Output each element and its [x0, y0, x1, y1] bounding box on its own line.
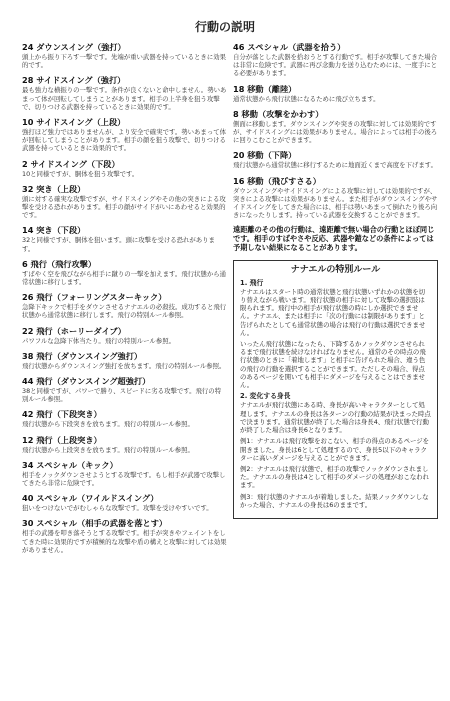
action-item: [22, 326, 227, 345]
action-heading: 16 移動（飛びすさる）: [233, 175, 321, 186]
action-heading: 26 飛行（フォーリングスターキック）: [22, 292, 167, 303]
rule-example-1: 例1：ナナエルは飛行攻撃をおこない、相手の得点のあるページを開きました。身長は6として処理するので、身長5以下のキャラクターに高いダメージを与えることができます。: [240, 437, 430, 462]
action-description: 38と同様ですが、パワーで勝り、スピードに劣る攻撃です。飛行の特別ルール参照。: [22, 387, 222, 404]
rule-example-3: 例3：飛行状態のナナエルが着地しました。結果ノックダウンしなかった場合、ナナエルの身長は6のままです。: [240, 492, 429, 509]
action-description: 相手の武器を叩き落そうとする攻撃です。相手が突きやフェイントをしてきた時に効果的ですが積極的な攻撃や盾の構えと攻撃に対しては効果がありません。: [22, 529, 227, 554]
action-heading: 46 スペシャル（武器を拾う）: [233, 42, 346, 52]
action-item: [22, 460, 227, 487]
right-column: [233, 42, 438, 519]
rule-flight-heading: 1. 飛行: [240, 278, 264, 287]
action-item: [22, 42, 227, 69]
action-description: 強打ほど強力ではありませんが、より安全で確実です。勢いあまって体が回転してしまうことがあります。相手の顔を狙う攻撃で、切りつける武器を持っているときに効果的です。: [22, 128, 226, 153]
action-description: 32と同様ですが、胴体を狙います。頭に攻撃を受ける恐れがあります。: [22, 236, 215, 253]
action-heading: 24 ダウンスイング（強打）: [22, 42, 126, 52]
action-description: 側面に移動します。ダウンスイングや突きの攻撃に対しては効果的ですが、サイドスイングには効果がありません。場合によっては相手の後ろに回りこむことができます。: [233, 119, 438, 145]
rule-flight-text-2: いったん飛行状態になったら、下降するかノックダウンさせられるまで飛行状態を続けなければなりません。通常のその時点の飛行状態のときに「着地します」と相手に告げられた場合、違う色の飛行の行動を選択することができます。ただしその場合、得点のあるページを開いても相手にダメージを与えることはできません。: [240, 340, 426, 390]
action-heading: 14 突き（下段）: [22, 225, 86, 236]
action-description: 自分が落とした武器を拾おうとする行動です。相手が攻撃してきた場合は非常に危険です。武器に再び念動力を送り込むためには、一度手にとる必要があります。: [233, 53, 437, 78]
page-title: 行動の説明: [194, 20, 255, 34]
action-heading: 30 スペシャル（相手の武器を落とす）: [22, 518, 168, 529]
action-heading: 42 飛行（下段突き）: [22, 409, 102, 420]
action-heading: 12 飛行（上段突き）: [22, 434, 102, 445]
action-item: [22, 259, 227, 286]
special-rules-title: ナナエルの特別ルール: [290, 265, 381, 276]
rule-flight-text-1: ナナエルはスタート時の通常状態と飛行状態いずれかの状態を切り替えながら戦います。飛行状態の相手に対して攻撃の選択肢は限られます。飛行中の相手が飛行状態の時にしか選択できません。ナナエル、または相手に「次の行動には制限があります」と告げられたとしても通常状態の場合は飛行の行動は選択できません。: [240, 287, 426, 337]
action-heading: 28 サイドスイング（強打）: [22, 75, 126, 86]
action-heading: 32 突き（上段）: [22, 183, 86, 194]
action-heading: 18 移動（離陸）: [233, 83, 297, 94]
action-description: パワフルな急降下体当たり。飛行の特別ルール参照。: [22, 336, 175, 345]
action-item: [22, 292, 227, 319]
action-item: [22, 376, 227, 403]
left-column: [22, 42, 227, 560]
action-heading: 34 スペシャル（キック）: [22, 459, 118, 470]
special-rules-box: [233, 260, 438, 518]
action-item: [22, 518, 227, 554]
rule-height-heading: 2. 変化する身長: [240, 392, 291, 401]
action-heading: 22 飛行（ホーリーダイブ）: [22, 325, 126, 336]
action-description: 急降下キックで相手をダウンさせるナナエルの必殺技。成功すると飛行状態から通常状態に移行します。飛行の特別ルール参照。: [22, 303, 227, 320]
action-heading: 40 スペシャル（ワイルドスイング）: [22, 493, 159, 504]
action-heading: 2 サイドスイング（下段）: [22, 158, 120, 169]
action-item: [22, 435, 227, 454]
action-heading: 20 移動（下降）: [233, 150, 297, 161]
action-description: 頭上から振り下ろす一撃です。先端が重い武器を持っているときに効果的です。: [22, 53, 226, 70]
distance-note: 遠距離のその他の行動は、遠距離で無い場合の行動とほぼ同じです。相手のすばやさや反応、武器や鎧などの条件によっては予期しない結果になることがあります。: [233, 225, 435, 253]
action-description: 相手をノックダウンさせようとする攻撃です。もし相手が武器で攻撃してきたら非常に危険です。: [22, 470, 226, 488]
action-description: 飛行状態からダウンスイング強打を放ちます。飛行の特別ルール参照。: [22, 361, 226, 370]
action-item: [22, 493, 227, 512]
action-item: [22, 117, 227, 153]
action-description: 10と同様ですが、胴体を狙う攻撃です。: [22, 169, 139, 178]
action-heading: 6 飛行（飛行攻撃）: [22, 258, 97, 269]
action-item: [233, 42, 438, 78]
action-heading: 10 サイドスイング（上段）: [22, 117, 126, 128]
action-description: 最も強力な横振りの一撃です。条件が良くないと命中しません。勢いあまって体が回転してしまうことがあります。相手の上半身を狙う攻撃で、切りつける武器を持っているときに効果的です。: [22, 86, 227, 111]
action-item: [233, 109, 438, 145]
action-item: [233, 84, 438, 103]
action-item: [233, 176, 438, 220]
action-description: 飛行状態から通常状態に移行するために地面近くまで高度を下げます。: [233, 161, 437, 170]
action-item: [22, 351, 227, 370]
action-item: [22, 409, 227, 428]
rule-height-text: ナナエルが飛行状態にある時、身長が高いキャラクターとして処理します。ナナエルの身長は各ターンの行動の結果が決まった時点で決まります。通常状態が終了した場合は身長4、飛行状態で行動が終了した場合は身長6となります。: [240, 401, 431, 435]
action-item: [22, 225, 227, 252]
action-description: 狙いをつけないでがむしゃらな攻撃です。攻撃を受けやすいです。: [22, 504, 213, 513]
action-item: [233, 150, 438, 169]
action-description: 飛行状態から下段突きを放ちます。飛行の特別ルール参照。: [22, 420, 194, 429]
action-heading: 38 飛行（ダウンスイング強打）: [22, 350, 143, 361]
action-description: 飛行状態から上段突きを放ちます。飛行の特別ルール参照。: [22, 445, 194, 454]
rule-example-2: 例2：ナナエルは飛行状態で、相手の攻撃でノックダウンされました。ナナエルの身長は4として相手のダメージの処理がおこなわれます。: [240, 464, 430, 490]
right-items: [233, 42, 438, 219]
action-item: [22, 75, 227, 111]
action-description: 通常状態から飛行状態になるために飛び立ちます。: [233, 94, 380, 103]
action-heading: 8 移動（攻撃をかわす）: [233, 108, 324, 119]
action-item: [22, 159, 227, 178]
action-heading: 44 飛行（ダウンスイング超強打）: [22, 376, 151, 387]
action-item: [22, 184, 227, 220]
action-description: 頭に対する確実な攻撃ですが、サイドスイングやその他の突きによる攻撃を受ける恐れがあります。相手の顔がサイドがいにあわせると効果的です。: [22, 194, 226, 220]
action-description: すばやく空を飛びながら相手に蹴りの一撃を加えます。飛行状態から通常状態に移行します。: [22, 269, 226, 287]
action-description: ダウンスイングやサイドスイングによる攻撃に対しては効果的ですが、突きによる攻撃には効果がありません。また相手がダウンスイングやサイドスイングをしてきた場合には、相手は勢いあまって倒れたり後ろ向きになったりします。持っている武器を交換することができます。: [233, 186, 438, 220]
